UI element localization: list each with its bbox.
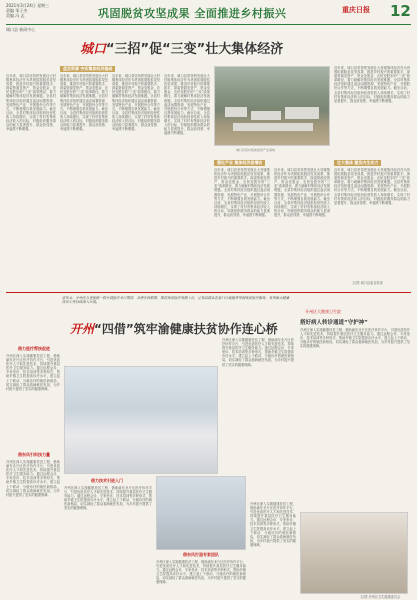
top-article-headline bbox=[80, 38, 283, 57]
article-column: 开州区深入实施健康扶贫工程，借助渝东北片区医疗协作平台，引进优质医疗人才和先进技术，持续提升基层医疗卫生服务能力。通过远程会诊、专家坐诊、技术培训等多种形式，帮助乡镇卫生院提高诊疗水平，建立起上下联动、分级诊疗的就医新格局，切实减轻了群众看病就医负担，为乡村振兴提供了坚实的健康保障。 bbox=[64, 486, 152, 511]
headline-place: 城口 bbox=[80, 42, 107, 57]
header-rule bbox=[6, 24, 411, 25]
hospital-group-photo bbox=[64, 366, 218, 474]
sidebar-label: 开州区大健康卫生院 bbox=[305, 309, 341, 314]
section-label: 盘活资源 夯实集体经济基础 bbox=[60, 66, 115, 72]
bottom-article-headline bbox=[70, 320, 278, 337]
article-column: 近年来，城口县坚持把发展壮大村级集体经济作为巩固拓展脱贫攻坚成果、推进乡村振兴的重要抓手，探索资源变资产、资金变股金、农民变股东的“三变”改革路径，着力破解村集体经济发展难题。全县村集体经济组织通过盘活闲置资源、发展特色产业、开展股份合作等方式，不断增强自我发展能力。截至目前，全县村集体经济组织经营性收入持续增长，实现了村村有集体经济收入的目标，村级组织服务群众的能力显著提升，群众获得感、幸福感不断增强。 bbox=[334, 168, 410, 205]
section-label: 壮大集体 激发内生动力 bbox=[334, 160, 381, 166]
photo-building bbox=[225, 107, 247, 117]
issue-info bbox=[6, 3, 49, 18]
village-photo bbox=[214, 66, 330, 146]
patient-photo bbox=[300, 512, 408, 594]
page-slogan: 巩固脱贫攻坚成果 全面推进乡村振兴 bbox=[98, 7, 287, 20]
photo-building bbox=[285, 107, 319, 119]
article-divider bbox=[6, 292, 411, 293]
masthead bbox=[0, 0, 417, 36]
subsection-title: 借力技术引进入门 bbox=[91, 478, 123, 483]
photo-caption: 城口县某村集体经济产业基地 bbox=[236, 148, 276, 152]
article-column: 近年来，城口县坚持把发展壮大村级集体经济作为巩固拓展脱贫攻坚成果、推进乡村振兴的重要抓手，探索资源变资产、资金变股金、农民变股东的“三变”改革路径，着力破解村集体经济发展难题。全县村集体经济组织通过盘活闲置资源、发展特色产业、开展股份合作等方式，不断增强自我发展能力。截至目前，全县村集体经济组织经营性收入持续增长，实现了村村有集体经济收入的目标，村级组织服务群众的能力显著提升，群众获得感、幸福感不断增强。 bbox=[164, 74, 210, 136]
article-column: 开州区深入实施健康扶贫工程，借助渝东北片区医疗协作平台，引进优质医疗人才和先进技术，持续提升基层医疗卫生服务能力。通过远程会诊、专家坐诊、技术培训等多种形式，帮助乡镇卫生院提高诊疗水平，建立起上下联动、分级诊疗的就医新格局，切实减轻了群众看病就医负担，为乡村振兴提供了坚实的健康保障。 bbox=[156, 560, 246, 585]
sidebar-headline: 搭好病人转诊通道“守护神” bbox=[300, 320, 368, 326]
paper-name: 重庆日报 bbox=[342, 6, 370, 14]
article-column: 开州区深入实施健康扶贫工程，借助渝东北片区医疗协作平台，引进优质医疗人才和先进技术，持续提升基层医疗卫生服务能力。通过远程会诊、专家坐诊、技术培训等多种形式，帮助乡镇卫生院提高诊疗水平，建立起上下联动、分级诊疗的就医新格局，切实减轻了群众看病就医负担，为乡村振兴提供了坚实的健康保障。 bbox=[6, 460, 60, 497]
headline-rest: “三招”促“三变”壮大集体经济 bbox=[106, 42, 284, 57]
article-column: 近年来，城口县坚持把发展壮大村级集体经济作为巩固拓展脱贫攻坚成果、推进乡村振兴的重要抓手，探索资源变资产、资金变股金、农民变股东的“三变”改革路径，着力破解村集体经济发展难题。全县村集体经济组织通过盘活闲置资源、发展特色产业、开展股份合作等方式，不断增强自我发展能力。截至目前，全县村集体经济组织经营性收入持续增长，实现了村村有集体经济收入的目标，村级组织服务群众的能力显著提升，群众获得感、幸福感不断增强。 bbox=[214, 168, 270, 218]
article-column: 开州区深入实施健康扶贫工程，借助渝东北片区医疗协作平台，引进优质医疗人才和先进技术，持续提升基层医疗卫生服务能力。通过远程会诊、专家坐诊、技术培训等多种形式，帮助乡镇卫生院提高诊疗水平，建立起上下联动、分级诊疗的就医新格局，切实减轻了群众看病就医负担，为乡村振兴提供了坚实的健康保障。 bbox=[222, 338, 294, 367]
author-credit: 文/图 开州区卫生健康委员会 bbox=[360, 595, 401, 599]
issue-editor: 责编 邹子杰 bbox=[6, 8, 28, 13]
headline-rest: “四借”筑牢渝健康扶贫协作连心桥 bbox=[94, 322, 278, 336]
article-column: 开州区深入实施健康扶贫工程，借助渝东北片区医疗协作平台，引进优质医疗人才和先进技术，持续提升基层医疗卫生服务能力。通过远程会诊、专家坐诊、技术培训等多种形式，帮助乡镇卫生院提高诊疗水平，建立起上下联动、分级诊疗的就医新格局，切实减轻了群众看病就医负担，为乡村振兴提供了坚实的健康保障。 bbox=[6, 354, 60, 391]
issue-date: 2021年3月24日 星期三 bbox=[6, 3, 50, 8]
header-subnote: 城口县 新闻中心 bbox=[6, 27, 36, 32]
issue-designer: 美编 冯 志 bbox=[6, 13, 25, 18]
headline-place: 开州 bbox=[70, 322, 95, 336]
section-label: 强化产业 集体经济促增收 bbox=[214, 160, 265, 166]
article-column: 近年来，城口县坚持把发展壮大村级集体经济作为巩固拓展脱贫攻坚成果、推进乡村振兴的重要抓手，探索资源变资产、资金变股金、农民变股东的“三变”改革路径，着力破解村集体经济发展难题。全县村集体经济组织通过盘活闲置资源、发展特色产业、开展股份合作等方式，不断增强自我发展能力。截至目前，全县村集体经济组织经营性收入持续增长，实现了村村有集体经济收入的目标，村级组织服务群众的能力显著提升，群众获得感、幸福感不断增强。 bbox=[60, 74, 108, 132]
article-column: 近年来，城口县坚持把发展壮大村级集体经济作为巩固拓展脱贫攻坚成果、推进乡村振兴的重要抓手，探索资源变资产、资金变股金、农民变股东的“三变”改革路径，着力破解村集体经济发展难题。全县村集体经济组织通过盘活闲置资源、发展特色产业、开展股份合作等方式，不断增强自我发展能力。截至目前，全县村集体经济组织经营性收入持续增长，实现了村村有集体经济收入的目标，村级组织服务群众的能力显著提升，群众获得感、幸福感不断增强。 bbox=[334, 66, 410, 103]
article-column: 开州区深入实施健康扶贫工程，借助渝东北片区医疗协作平台，引进优质医疗人才和先进技术，持续提升基层医疗卫生服务能力。通过远程会诊、专家坐诊、技术培训等多种形式，帮助乡镇卫生院提高诊疗水平，建立起上下联动、分级诊疗的就医新格局，切实减轻了群众看病就医负担，为乡村振兴提供了坚实的健康保障。 bbox=[300, 328, 410, 349]
article-column: 近年来，城口县坚持把发展壮大村级集体经济作为巩固拓展脱贫攻坚成果、推进乡村振兴的重要抓手，探索资源变资产、资金变股金、农民变股东的“三变”改革路径，着力破解村集体经济发展难题。全县村集体经济组织通过盘活闲置资源、发展特色产业、开展股份合作等方式，不断增强自我发展能力。截至目前，全县村集体经济组织经营性收入持续增长，实现了村村有集体经济收入的目标，村级组织服务群众的能力显著提升，群众获得感、幸福感不断增强。 bbox=[6, 74, 56, 132]
article-column: 开州区深入实施健康扶贫工程，借助渝东北片区医疗协作平台，引进优质医疗人才和先进技术，持续提升基层医疗卫生服务能力。通过远程会诊、专家坐诊、技术培训等多种形式，帮助乡镇卫生院提高诊疗水平，建立起上下联动、分级诊疗的就医新格局，切实减轻了群众看病就医负担，为乡村振兴提供了坚实的健康保障。 bbox=[250, 502, 296, 547]
photo-building bbox=[251, 111, 281, 120]
page-number: 12 bbox=[390, 2, 411, 20]
subsection-title: 借力医疗帮扶促进 bbox=[18, 346, 50, 351]
photo-building bbox=[233, 123, 313, 131]
clinic-photo bbox=[156, 476, 246, 550]
subsection-title: 借东风引科技力量 bbox=[18, 452, 50, 457]
article-column: 近年来，城口县坚持把发展壮大村级集体经济作为巩固拓展脱贫攻坚成果、推进乡村振兴的重要抓手，探索资源变资产、资金变股金、农民变股东的“三变”改革路径，着力破解村集体经济发展难题。全县村集体经济组织通过盘活闲置资源、发展特色产业、开展股份合作等方式，不断增强自我发展能力。截至目前，全县村集体经济组织经营性收入持续增长，实现了村村有集体经济收入的目标，村级组织服务群众的能力显著提升，群众获得感、幸福感不断增强。 bbox=[274, 168, 330, 218]
subsection-title: 借东风打造专家团队 bbox=[183, 552, 219, 557]
author-credit: 文/图 城口县委宣传部 bbox=[352, 281, 383, 285]
bottom-article-intro: 近年来，开州区与重医附一院开展医疗对口帮扶，共建专科联盟，推进优质医疗资源下沉，让基层群众在家门口就能享受到优质医疗服务，有效助力健康扶贫工作持续深入开展。 bbox=[62, 296, 290, 305]
article-column: 近年来，城口县坚持把发展壮大村级集体经济作为巩固拓展脱贫攻坚成果、推进乡村振兴的重要抓手，探索资源变资产、资金变股金、农民变股东的“三变”改革路径，着力破解村集体经济发展难题。全县村集体经济组织通过盘活闲置资源、发展特色产业、开展股份合作等方式，不断增强自我发展能力。截至目前，全县村集体经济组织经营性收入持续增长，实现了村村有集体经济收入的目标，村级组织服务群众的能力显著提升，群众获得感、幸福感不断增强。 bbox=[112, 74, 160, 132]
